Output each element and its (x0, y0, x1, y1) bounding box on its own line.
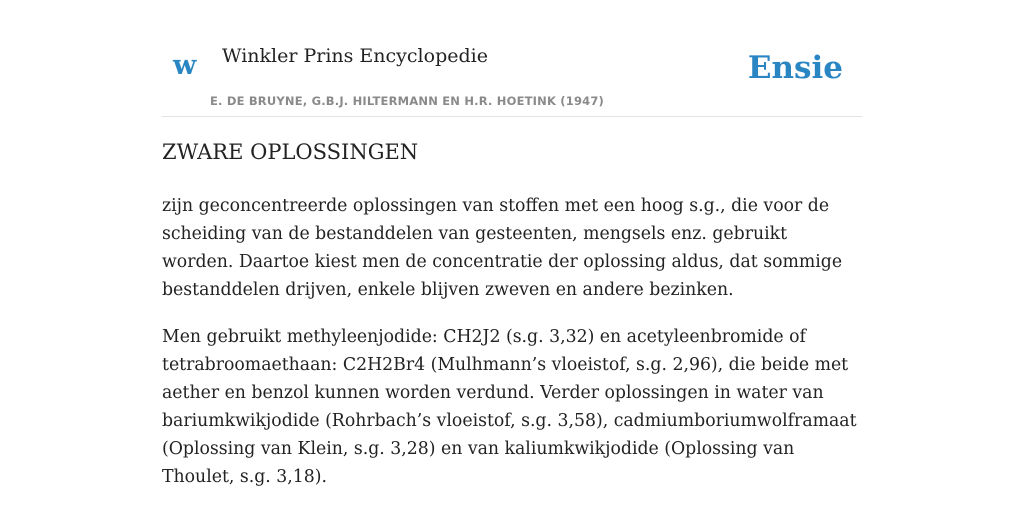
article-body (162, 192, 862, 510)
source-title[interactable]: Winkler Prins Encyclopedie (222, 45, 488, 67)
source-header (162, 0, 862, 117)
article-paragraph: zijn geconcentreerde oplossingen van stoffen met een hoog s.g., die voor de scheiding van de bestanddelen van gesteenten, mengsels enz. gebruikt worden. Daartoe kiest men de concentratie der oplossing aldus, dat sommige bestanddelen drijven, enkele blijven zweven en andere bezinken. (162, 196, 843, 300)
article-title: ZWARE OPLOSSINGEN (162, 140, 419, 164)
winkler-prins-logo[interactable]: w (173, 50, 197, 81)
article-paragraph: Men gebruikt methyleenjodide: CH2J2 (s.g. 3,32) en acetyleenbromide of tetrabroomaethaan: C2H2Br4 (Mulhmann’s vloeistof, s.g. 2,96), die beide met aether en benzol kunnen worden verdund. Verder oplossingen in water van bariumkwikjodide (Rohrbach’s vloeistof, s.g. 3,58), cadmiumboriumwolframaat (Oplossing van Klein, s.g. 3,28) en van kaliumkwikjodide (Oplossing van Thoulet, s.g. 3,18). (162, 327, 857, 487)
ensie-logo[interactable]: Ensie (747, 50, 843, 86)
source-authors: E. DE BRUYNE, G.B.J. HILTERMANN EN H.R. HOETINK (1947) (210, 94, 605, 108)
